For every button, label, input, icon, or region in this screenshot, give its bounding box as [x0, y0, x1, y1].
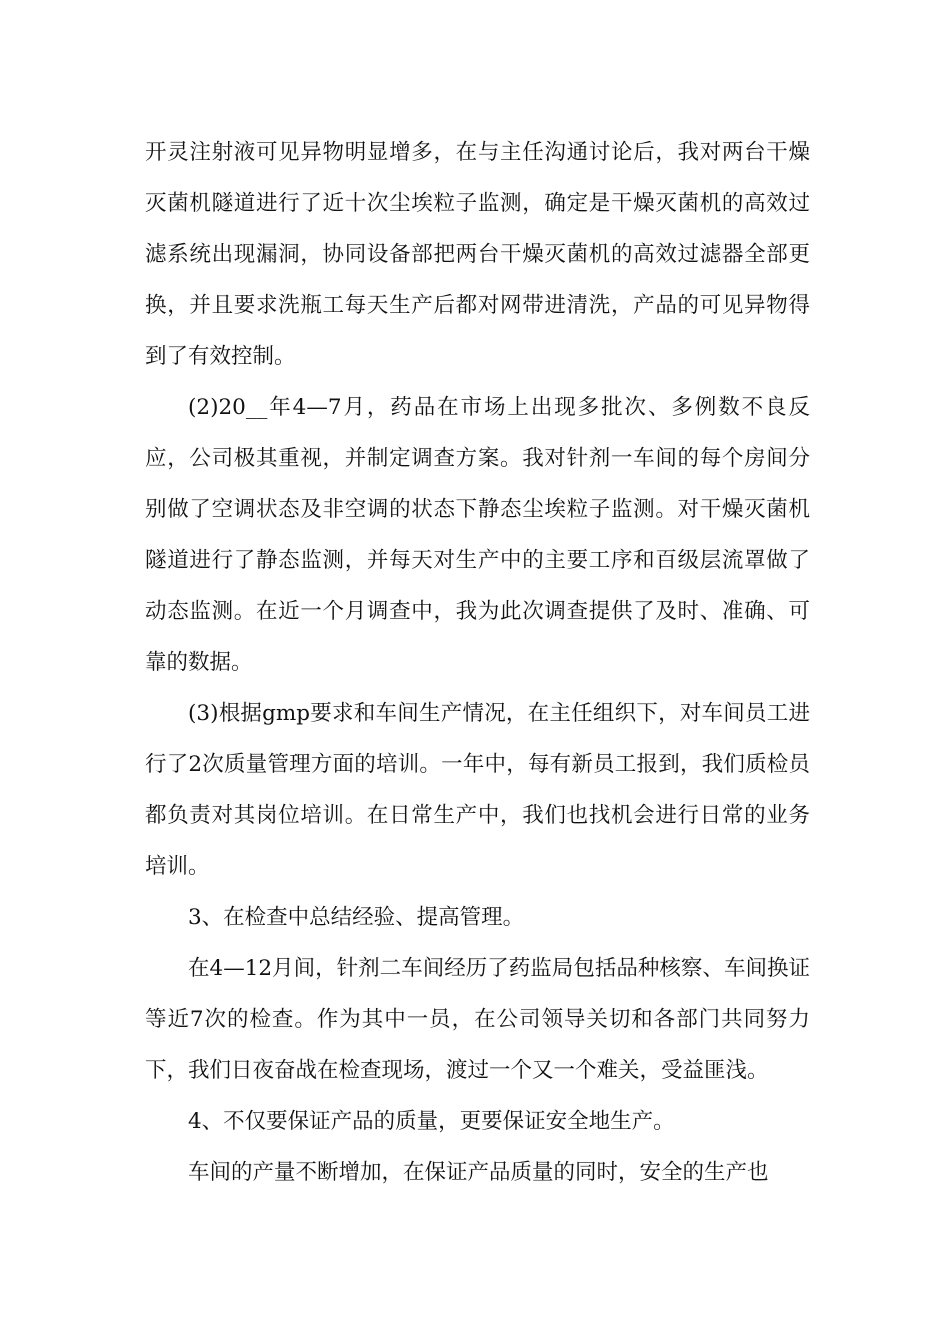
paragraph-item-2: (2)20__年4—7月，药品在市场上出现多批次、多例数不良反应，公司极其重视，并制定调查方案。我对针剂一车间的每个房间分别做了空调状态及非空调的状态下静态尘埃粒子监测。对干燥灭菌机隧道进行了静态监测，并每天对生产中的主要工序和百级层流罩做了动态监测。在近一个月调查中，我为此次调查提供了及时、准确、可靠的数据。 — [145, 395, 810, 675]
paragraph-section-3: 在4—12月间，针剂二车间经历了药监局包括品种核察、车间换证等近7次的检查。作为其中一员，在公司领导关切和各部门共同努力下，我们日夜奋战在检查现场，渡过一个又一个难关，受益匪浅。 — [145, 956, 810, 1083]
paragraph-section-4: 车间的产量不断增加，在保证产品质量的同时，安全的生产也 — [188, 1160, 769, 1185]
paragraph-continued: 开灵注射液可见异物明显增多，在与主任沟通讨论后，我对两台干燥灭菌机隧道进行了近十次尘埃粒子监测，确定是干燥灭菌机的高效过滤系统出现漏洞，协同设备部把两台干燥灭菌机的高效过滤器全部更换，并且要求洗瓶工每天生产后都对网带进清洗，产品的可见异物得到了有效控制。 — [145, 140, 810, 369]
document-body — [145, 127, 810, 1198]
section-heading-4: 4、不仅要保证产品的质量，更要保证安全地生产。 — [188, 1109, 675, 1134]
paragraph-item-3: (3)根据gmp要求和车间生产情况，在主任组织下，对车间员工进行了2次质量管理方面的培训。一年中，每有新员工报到，我们质检员都负责对其岗位培训。在日常生产中，我们也找机会进行日常的业务培训。 — [145, 701, 810, 879]
section-heading-3: 3、在检查中总结经验、提高管理。 — [188, 905, 525, 930]
